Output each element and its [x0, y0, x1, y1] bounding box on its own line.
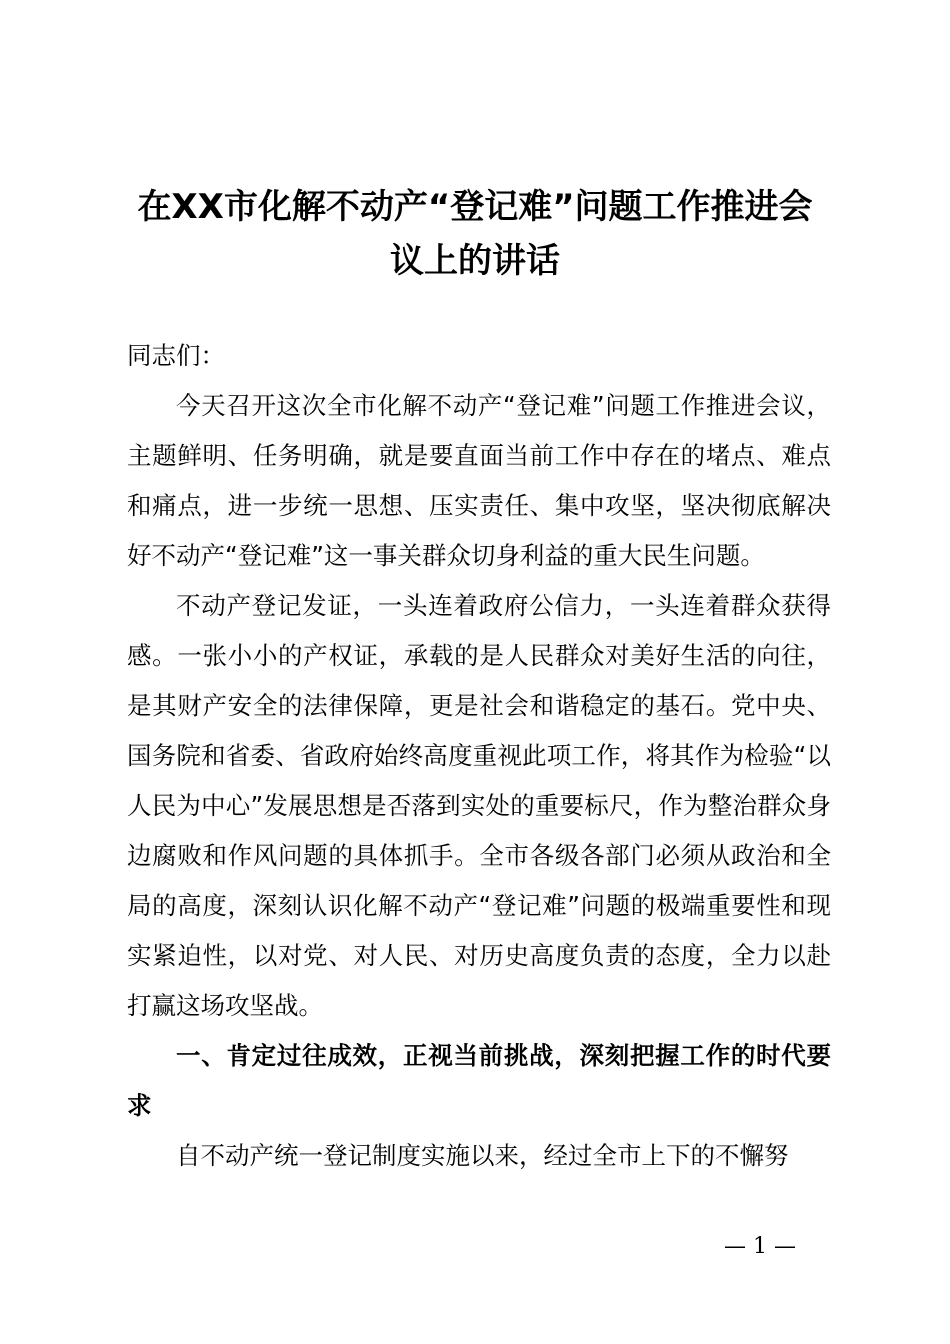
title-line-1: 在XX市化解不动产“登记难”问题工作推进会 [137, 187, 813, 227]
title-line-2: 议上的讲话 [390, 241, 560, 281]
section-heading: 一、肯定过往成效，正视当前挑战，深刻把握工作的时代要求 [127, 1041, 831, 1120]
paragraph-2: 不动产登记发证，一头连着政府公信力，一头连着群众获得感。一张小小的产权证，承载的是人民群众对美好生活的向往，是其财产安全的法律保障，更是社会和谐稳定的基石。党中央、国务院和省委、省政府始终高度重视此项工作，将其作为检验“以人民为中心”发展思想是否落到实处的重要标尺，作为整治群众身边腐败和作风问题的具体抓手。全市各级各部门必须从政治和全局的高度，深刻认识化解不动产“登记难”问题的极端重要性和现实紧迫性，以对党、对人民、对历史高度负责的态度，全力以赴打赢这场攻坚战。 [127, 591, 831, 1020]
paragraph-1: 今天召开这次全市化解不动产“登记难”问题工作推进会议，主题鲜明、任务明确，就是要直面当前工作中存在的堵点、难点和痛点，进一步统一思想、压实责任、集中攻坚，坚决彻底解决好不动产“登记难”这一事关群众切身利益的重大民生问题。 [127, 391, 831, 570]
document-body [127, 331, 831, 1181]
salutation: 同志们： [127, 341, 225, 370]
document-title [100, 180, 850, 288]
page-number: — 1 — [724, 1234, 796, 1259]
paragraph-3: 自不动产统一登记制度实施以来，经过全市上下的不懈努 [176, 1141, 789, 1170]
